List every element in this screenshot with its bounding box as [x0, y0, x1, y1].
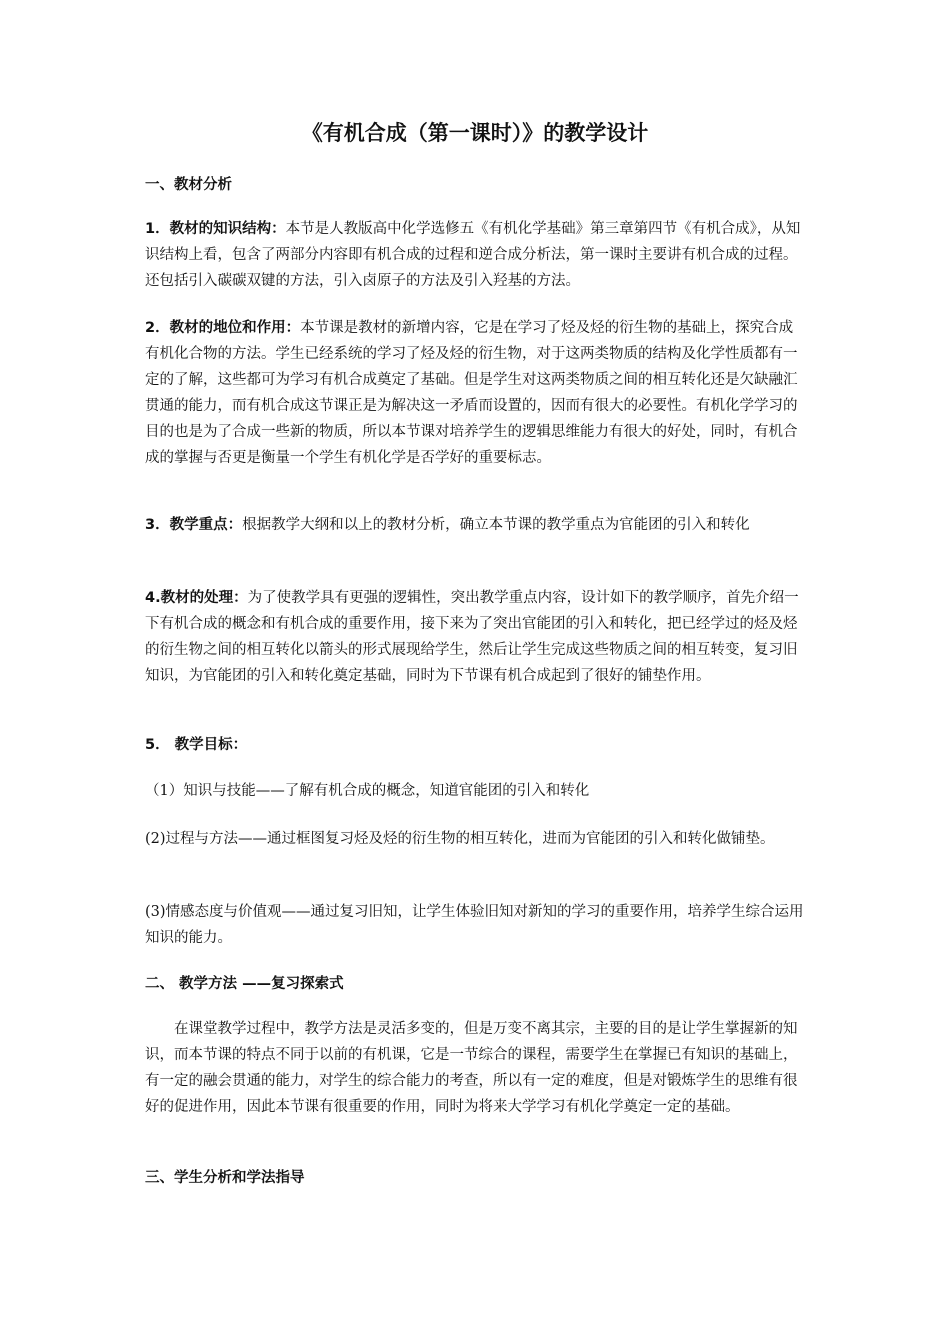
section-heading-student-analysis: 三、学生分析和学法指导: [145, 1170, 305, 1186]
section-heading-material-analysis: 一、教材分析: [145, 177, 232, 193]
heading-teaching-goals: 5． 教学目标：: [145, 737, 248, 753]
paragraph-label: 2．教材的地位和作用：: [145, 320, 301, 336]
paragraph-teaching-focus: [145, 512, 807, 538]
goal-knowledge-skills: （1）知识与技能——了解有机合成的概念，知道官能团的引入和转化: [145, 783, 590, 799]
goal-emotion-values: (3)情感态度与价值观——通过复习旧知，让学生体验旧知对新知的学习的重要作用，培养学生综合运用知识的能力。: [145, 904, 804, 946]
paragraph-text: 本节课是教材的新增内容，它是在学习了烃及烃的衍生物的基础上，探究合成有机化合物的方法。学生已经系统的学习了烃及烃的衍生物，对于这两类物质的结构及化学性质都有一定的了解，这些都可为学习有机合成奠定了基础。但是学生对这两类物质之间的相互转化还是欠缺融汇贯通的能力，而有机合成这节课正是为解决这一矛盾而设置的，因而有很大的必要性。有机化学学习的目的也是为了合成一些新的物质，所以本节课对培养学生的逻辑思维能力有很大的好处，同时，有机合成的掌握与否更是衡量一个学生有机化学是否学好的重要标志。: [145, 320, 798, 466]
goal-process-method: (2)过程与方法——通过框图复习烃及烃的衍生物的相互转化，进而为官能团的引入和转化做铺垫。: [145, 831, 775, 847]
paragraph-status-and-role: [145, 315, 807, 471]
paragraph-label: 1．教材的知识结构：: [145, 221, 286, 237]
paragraph-teaching-method: 在课堂教学过程中，教学方法是灵活多变的，但是万变不离其宗，主要的目的是让学生掌握新的知识，而本节课的特点不同于以前的有机课，它是一节综合的课程，需要学生在掌握已有知识的基础上，有一定的融会贯通的能力，对学生的综合能力的考查，所以有一定的难度，但是对锻炼学生的思维有很好的促进作用，因此本节课有很重要的作用，同时为将来大学学习有机化学奠定一定的基础。: [145, 1021, 798, 1115]
document-title: 《有机合成（第一课时）》的教学设计: [301, 121, 649, 145]
paragraph-label: 3．教学重点：: [145, 517, 243, 533]
paragraph-material-handling: [145, 585, 807, 689]
paragraph-text: 为了使教学具有更强的逻辑性，突出教学重点内容，设计如下的教学顺序，首先介绍一下有机合成的概念和有机合成的重要作用，接下来为了突出官能团的引入和转化，把已经学过的烃及烃的衍生物之间的相互转化以箭头的形式展现给学生，然后让学生完成这些物质之间的相互转变，复习旧知识，为官能团的引入和转化奠定基础，同时为下节课有机合成起到了很好的铺垫作用。: [145, 590, 799, 684]
paragraph-knowledge-structure: [145, 216, 807, 294]
paragraph-label: 4.教材的处理：: [145, 590, 248, 606]
section-heading-teaching-method: 二、 教学方法 ——复习探索式: [145, 976, 344, 992]
paragraph-text: 本节是人教版高中化学选修五《有机化学基础》第三章第四节《有机合成》，从知识结构上看，包含了两部分内容即有机合成的过程和逆合成分析法，第一课时主要讲有机合成的过程。还包括引入碳碳双键的方法，引入卤原子的方法及引入羟基的方法。: [145, 221, 801, 289]
paragraph-text: 根据教学大纲和以上的教材分析，确立本节课的教学重点为官能团的引入和转化: [242, 517, 750, 533]
